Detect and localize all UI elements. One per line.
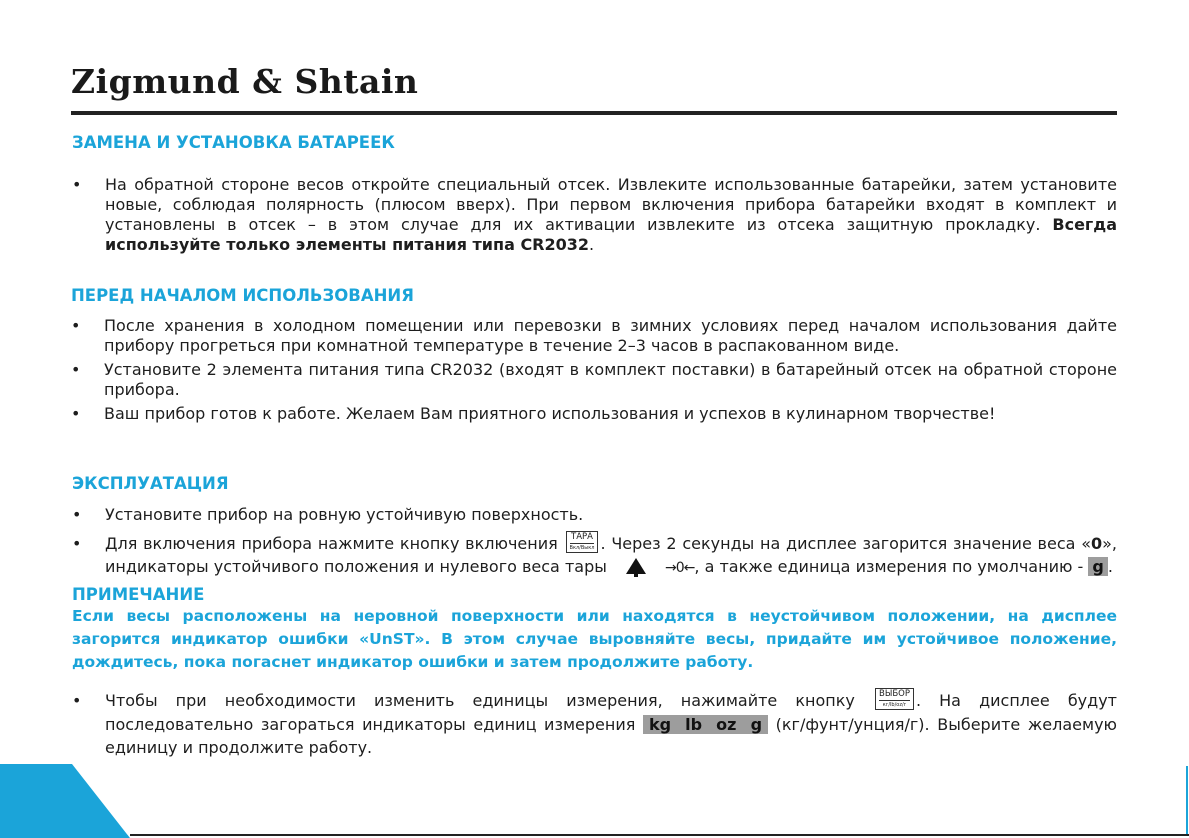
- battery-item: [72, 175, 1117, 255]
- bullet: •: [71, 404, 81, 423]
- note-heading: ПРИМЕЧАНИЕ: [72, 585, 205, 604]
- list-item-text: , а также единица измерения по умолчанию -: [694, 556, 1084, 576]
- battery-end: .: [589, 235, 595, 254]
- list-item-text: Установите прибор на ровную устойчивую поверхность.: [105, 505, 584, 524]
- list-item-text: . Через 2 секунды на дисплее загорится значение веса «: [600, 534, 1091, 553]
- list-item-text: .: [1107, 556, 1113, 576]
- list-item-text: После хранения в холодном помещении или перевозки в зимних условиях перед началом использования дайте прибору прогреться при комнатной температуре в течение 2–3 часов в распакованном виде.: [104, 316, 1117, 355]
- zero-tare-icon: →0←: [665, 559, 695, 576]
- select-button-label: ВЫБОР: [878, 688, 910, 699]
- list-item: [72, 505, 1117, 525]
- list-item-text: Установите 2 элемента питания типа CR2032 (входят в комплект поставки) в батарейный отсек на обратной стороне прибора.: [104, 360, 1117, 399]
- battery-section: [72, 175, 1117, 255]
- footer-rule: [130, 834, 1189, 836]
- units-indicator: kg lb oz g: [643, 715, 768, 734]
- operation-heading: ЭКСПЛУАТАЦИЯ: [72, 474, 229, 493]
- bullet: •: [72, 691, 82, 710]
- list-item-text: (кг/фунт/унция/г). Выберите желаемую единицу и продолжите работу.: [105, 714, 1118, 757]
- bullet: •: [71, 360, 81, 379]
- unit-indicator: g: [1088, 557, 1107, 576]
- list-item-text: . На дисплее будут последовательно загораться индикаторы единиц измерения: [105, 691, 1118, 734]
- list-item-text: Чтобы при необходимости изменить единицы измерения, нажимайте кнопку: [105, 691, 855, 710]
- units-section: [72, 689, 1117, 759]
- tara-button-sublabel: Вкл/Выкл: [569, 544, 595, 551]
- select-button-icon: [875, 688, 914, 710]
- battery-heading: ЗАМЕНА И УСТАНОВКА БАТАРЕЕК: [72, 133, 395, 152]
- zero-value: 0: [1090, 534, 1103, 553]
- list-item: [71, 404, 1117, 424]
- bullet: •: [71, 316, 81, 335]
- before-use-heading: ПЕРЕД НАЧАЛОМ ИСПОЛЬЗОВАНИЯ: [71, 286, 414, 305]
- list-item: [71, 360, 1117, 400]
- list-item-text: Ваш прибор готов к работе. Желаем Вам приятного использования и успехов в кулинарном творчестве!: [104, 404, 996, 423]
- battery-warning: Всегда используйте только элементы питания типа CR2032: [105, 215, 1117, 254]
- select-button-sublabel: кг/lb/oz/г: [882, 701, 907, 708]
- list-item: [72, 533, 1117, 579]
- list-item: [72, 689, 1117, 759]
- header-rule: [71, 111, 1117, 115]
- bullet: •: [72, 534, 82, 553]
- tara-button-label: ТАРА: [571, 531, 593, 542]
- before-use-section: [71, 316, 1117, 424]
- bullet: •: [72, 505, 82, 524]
- tara-button-icon: [566, 531, 599, 553]
- bullet: •: [72, 175, 82, 194]
- note-section: [72, 605, 1117, 674]
- stability-triangle-icon: [626, 558, 646, 574]
- corner-decoration: [0, 764, 130, 838]
- note-text: Если весы расположены на неровной поверхности или находятся в неустойчивом положении, на дисплее загорится индикатор ошибки «UnST». В этом случае выровняйте весы, придайте им устойчивое положение, дождитесь, пока погаснет индикатор ошибки и затем продолжите работу.: [72, 607, 1117, 671]
- list-item: [71, 316, 1117, 356]
- list-item-text: Для включения прибора нажмите кнопку включения: [105, 534, 558, 553]
- operation-section: [72, 505, 1117, 579]
- edge-marker: [1186, 766, 1188, 834]
- battery-text: На обратной стороне весов откройте специальный отсек. Извлеките использованные батарейки, затем установите новые, соблюдая полярность (плюсом вверх). При первом включения прибора батарейки входят в комплект и установлены в отсек – в этом случае для их активации извлеките из отсека защитную прокладку.: [105, 175, 1117, 234]
- brand-logo: Zigmund & Shtain: [71, 62, 419, 101]
- list-item-text: », индикаторы устойчивого положения и нулевого веса тары: [105, 534, 1117, 576]
